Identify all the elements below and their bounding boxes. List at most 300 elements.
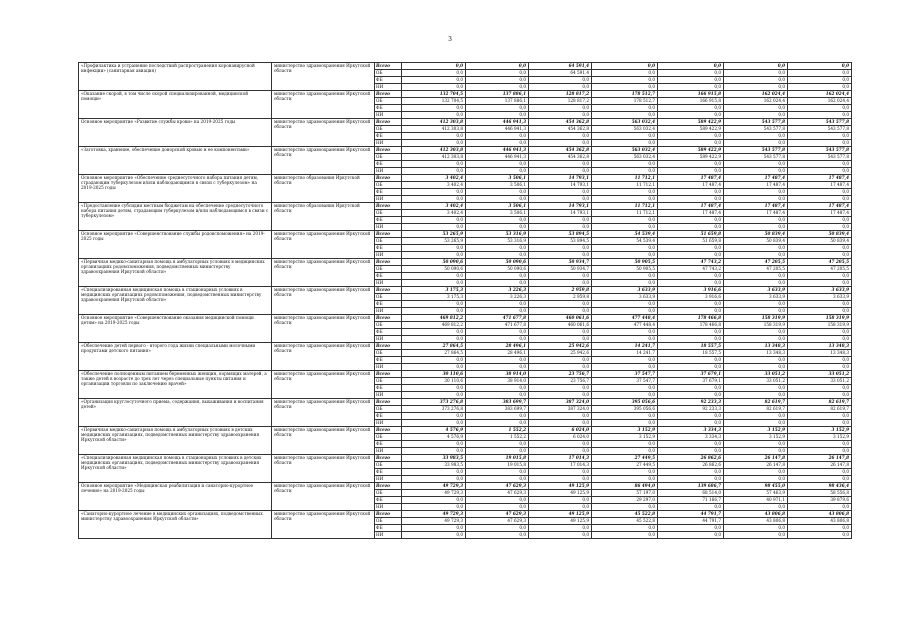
table-row xyxy=(79,371,852,378)
amount-cell: 0,0 xyxy=(402,476,466,483)
amount-cell: 0,0 xyxy=(788,448,852,455)
amount-cell: 395 056,6 xyxy=(592,406,658,413)
amount-cell: 50 905,5 xyxy=(592,266,658,273)
amount-cell: 0,0 xyxy=(788,336,852,343)
amount-cell: 0,0 xyxy=(788,385,852,392)
amount-cell: 0,0 xyxy=(529,392,592,399)
amount-cell: 0,0 xyxy=(529,161,592,168)
amount-cell: 0,0 xyxy=(788,196,852,203)
activity-name: «Предоставление субсидии местным бюджетам на обеспечение среднесуточного набора питания детям, страдающим туберкулезом и/или наблюдающимся в связи с туберкулезом» xyxy=(79,203,272,231)
amount-cell: 25 942,6 xyxy=(529,350,592,357)
amount-cell: 0,0 xyxy=(466,77,529,84)
amount-cell: 0,0 xyxy=(466,217,529,224)
table-row xyxy=(79,63,852,70)
funding-source: Всего xyxy=(375,175,402,182)
amount-cell: 0,0 xyxy=(788,532,852,539)
funding-source: ФБ xyxy=(375,469,402,476)
amount-cell: 4 576,9 xyxy=(402,427,466,434)
amount-cell: 543 577,8 xyxy=(788,119,852,126)
amount-cell: 6 024,0 xyxy=(529,434,592,441)
amount-cell: 0,0 xyxy=(402,497,466,504)
amount-cell: 0,0 xyxy=(724,336,788,343)
amount-cell: 0,0 xyxy=(402,252,466,259)
amount-cell: 29 297,0 xyxy=(592,497,658,504)
amount-cell: 0,0 xyxy=(724,77,788,84)
amount-cell: 17 014,3 xyxy=(529,462,592,469)
amount-cell: 0,0 xyxy=(466,273,529,280)
amount-cell: 0,0 xyxy=(592,70,658,77)
amount-cell: 28 496,1 xyxy=(466,343,529,350)
amount-cell: 563 032,4 xyxy=(592,147,658,154)
funding-source: ОБ xyxy=(375,294,402,301)
amount-cell: 0,0 xyxy=(658,301,724,308)
amount-cell: 0,0 xyxy=(724,476,788,483)
amount-cell: 0,0 xyxy=(658,504,724,511)
funding-source: НИ xyxy=(375,196,402,203)
amount-cell: 14 793,1 xyxy=(529,203,592,210)
funding-source: ОБ xyxy=(375,518,402,525)
amount-cell: 17 487,4 xyxy=(788,175,852,182)
activity-name: Основное мероприятие «Совершенствование оказания медицинской помощи детям» на 2019-2025 годы xyxy=(79,315,272,343)
responsible-executor: министерство здравоохранения Иркутской области xyxy=(272,399,375,427)
amount-cell: 0,0 xyxy=(788,392,852,399)
amount-cell: 0,0 xyxy=(402,161,466,168)
amount-cell: 0,0 xyxy=(529,245,592,252)
responsible-executor: министерство здравоохранения Иркутской области xyxy=(272,315,375,343)
amount-cell: 27 864,5 xyxy=(402,350,466,357)
amount-cell: 0,0 xyxy=(592,329,658,336)
table-row xyxy=(79,147,852,154)
funding-source: НИ xyxy=(375,448,402,455)
amount-cell: 0,0 xyxy=(466,385,529,392)
funding-source: НИ xyxy=(375,308,402,315)
activity-name: Основное мероприятие «Медицинская реабилитация и санаторно-курортное лечение» на 2019-2025 годы xyxy=(79,483,272,511)
amount-cell: 0,0 xyxy=(402,364,466,371)
amount-cell: 0,0 xyxy=(724,525,788,532)
amount-cell: 0,0 xyxy=(724,280,788,287)
amount-cell: 0,0 xyxy=(592,161,658,168)
amount-cell: 0,0 xyxy=(658,273,724,280)
funding-source: ОБ xyxy=(375,406,402,413)
amount-cell: 0,0 xyxy=(788,133,852,140)
amount-cell: 0,0 xyxy=(592,112,658,119)
table-row xyxy=(79,91,852,98)
amount-cell: 373 276,8 xyxy=(402,399,466,406)
amount-cell: 44 791,7 xyxy=(658,511,724,518)
amount-cell: 0,0 xyxy=(466,525,529,532)
amount-cell: 3 402,4 xyxy=(402,182,466,189)
table-row xyxy=(79,203,852,210)
amount-cell: 0,0 xyxy=(592,189,658,196)
amount-cell: 17 487,4 xyxy=(658,175,724,182)
activity-name: «Заготовка, хранение, обеспечение донорской кровью и ее компонентами» xyxy=(79,147,272,175)
amount-cell: 0,0 xyxy=(592,280,658,287)
table-row xyxy=(79,483,852,490)
amount-cell: 0,0 xyxy=(788,469,852,476)
amount-cell: 412 303,8 xyxy=(402,119,466,126)
amount-cell: 132 704,5 xyxy=(402,91,466,98)
amount-cell: 383 699,7 xyxy=(466,406,529,413)
amount-cell: 543 577,8 xyxy=(724,119,788,126)
amount-cell: 47 629,3 xyxy=(466,511,529,518)
funding-source: Всего xyxy=(375,147,402,154)
funding-source: НИ xyxy=(375,140,402,147)
amount-cell: 27 864,5 xyxy=(402,343,466,350)
amount-cell: 0,0 xyxy=(788,273,852,280)
funding-source: НИ xyxy=(375,252,402,259)
amount-cell: 13 348,3 xyxy=(788,343,852,350)
funding-source: ОБ xyxy=(375,462,402,469)
amount-cell: 0,0 xyxy=(592,63,658,70)
responsible-executor: министерство здравоохранения Иркутской области xyxy=(272,259,375,287)
funding-source: НИ xyxy=(375,168,402,175)
amount-cell: 17 487,4 xyxy=(724,210,788,217)
table-row xyxy=(79,399,852,406)
amount-cell: 0,0 xyxy=(529,252,592,259)
funding-source: НИ xyxy=(375,392,402,399)
amount-cell: 0,0 xyxy=(592,476,658,483)
amount-cell: 17 487,4 xyxy=(658,182,724,189)
amount-cell: 13 348,3 xyxy=(724,350,788,357)
funding-source: ОБ xyxy=(375,98,402,105)
amount-cell: 0,0 xyxy=(788,357,852,364)
funding-source: ФБ xyxy=(375,385,402,392)
amount-cell: 57 197,0 xyxy=(592,490,658,497)
amount-cell: 53 894,5 xyxy=(529,238,592,245)
amount-cell: 454 362,8 xyxy=(529,154,592,161)
amount-cell: 27 449,5 xyxy=(592,462,658,469)
amount-cell: 0,0 xyxy=(402,532,466,539)
amount-cell: 0,0 xyxy=(529,168,592,175)
table-row xyxy=(79,119,852,126)
amount-cell: 0,0 xyxy=(529,273,592,280)
amount-cell: 0,0 xyxy=(724,224,788,231)
amount-cell: 0,0 xyxy=(788,308,852,315)
amount-cell: 178 512,7 xyxy=(592,98,658,105)
activity-name: «Оказание скорой, в том числе скорой специализированной, медицинской помощи» xyxy=(79,91,272,119)
responsible-executor: министерство здравоохранения Иркутской области xyxy=(272,455,375,483)
amount-cell: 3 402,4 xyxy=(402,175,466,182)
amount-cell: 1 552,2 xyxy=(466,434,529,441)
funding-source: Всего xyxy=(375,483,402,490)
amount-cell: 0,0 xyxy=(466,336,529,343)
amount-cell: 50 090,6 xyxy=(466,266,529,273)
amount-cell: 45 522,8 xyxy=(592,511,658,518)
amount-cell: 50 839,4 xyxy=(788,231,852,238)
amount-cell: 0,0 xyxy=(724,196,788,203)
amount-cell: 0,0 xyxy=(592,364,658,371)
funding-source: ФБ xyxy=(375,413,402,420)
amount-cell: 0,0 xyxy=(402,280,466,287)
amount-cell: 0,0 xyxy=(724,357,788,364)
activity-name: «Специализированная медицинская помощь в стационарных условиях в медицинских организациях родовспоможения, подведомственных министерству здравоохранения Иркутской области» xyxy=(79,287,272,315)
amount-cell: 0,0 xyxy=(724,469,788,476)
amount-cell: 0,0 xyxy=(724,385,788,392)
amount-cell: 0,0 xyxy=(402,63,466,70)
amount-cell: 0,0 xyxy=(788,476,852,483)
amount-cell: 0,0 xyxy=(402,308,466,315)
amount-cell: 0,0 xyxy=(529,364,592,371)
amount-cell: 17 487,4 xyxy=(788,210,852,217)
amount-cell: 53 265,9 xyxy=(402,231,466,238)
activity-name: «Первичная медико-санитарная помощь в амбулаторных условиях в медицинских организациях родовспоможения, подведомственных министерству здравоохранения Иркутской области» xyxy=(79,259,272,287)
amount-cell: 543 577,8 xyxy=(724,147,788,154)
amount-cell: 47 205,5 xyxy=(724,259,788,266)
amount-cell: 3 506,1 xyxy=(466,210,529,217)
amount-cell: 49 729,3 xyxy=(402,518,466,525)
activity-name: «Обеспечение детей первого - второго года жизни специальными молочными продуктами детского питания» xyxy=(79,343,272,371)
amount-cell: 412 303,8 xyxy=(402,126,466,133)
funding-source: Всего xyxy=(375,399,402,406)
amount-cell: 3 152,9 xyxy=(592,434,658,441)
amount-cell: 0,0 xyxy=(788,245,852,252)
amount-cell: 17 487,4 xyxy=(724,203,788,210)
amount-cell: 0,0 xyxy=(529,476,592,483)
amount-cell: 37 547,7 xyxy=(592,378,658,385)
amount-cell: 589 422,9 xyxy=(658,126,724,133)
amount-cell: 53 265,9 xyxy=(402,238,466,245)
funding-source: Всего xyxy=(375,427,402,434)
amount-cell: 178 466,8 xyxy=(658,322,724,329)
activity-name: «Организация круглосуточного приема, содержания, выхаживания и воспитания детей» xyxy=(79,399,272,427)
amount-cell: 477 448,4 xyxy=(592,315,658,322)
amount-cell: 13 348,3 xyxy=(788,350,852,357)
amount-cell: 0,0 xyxy=(658,392,724,399)
funding-source: ОБ xyxy=(375,322,402,329)
amount-cell: 0,0 xyxy=(592,105,658,112)
amount-cell: 0,0 xyxy=(788,441,852,448)
amount-cell: 0,0 xyxy=(658,161,724,168)
amount-cell: 0,0 xyxy=(658,77,724,84)
amount-cell: 454 362,8 xyxy=(529,126,592,133)
responsible-executor: министерство здравоохранения Иркутской области xyxy=(272,119,375,147)
amount-cell: 3 633,9 xyxy=(788,287,852,294)
amount-cell: 38 914,0 xyxy=(466,371,529,378)
funding-source: НИ xyxy=(375,364,402,371)
amount-cell: 0,0 xyxy=(402,413,466,420)
amount-cell: 43 806,8 xyxy=(788,511,852,518)
funding-source: ФБ xyxy=(375,161,402,168)
amount-cell: 0,0 xyxy=(724,168,788,175)
responsible-executor: министерство здравоохранения Иркутской области xyxy=(272,287,375,315)
amount-cell: 0,0 xyxy=(592,224,658,231)
amount-cell: 543 577,8 xyxy=(788,154,852,161)
amount-cell: 0,0 xyxy=(724,420,788,427)
amount-cell: 0,0 xyxy=(592,385,658,392)
amount-cell: 0,0 xyxy=(658,70,724,77)
page-number: 3 xyxy=(448,36,452,43)
funding-source: ФБ xyxy=(375,189,402,196)
amount-cell: 0,0 xyxy=(529,357,592,364)
amount-cell: 0,0 xyxy=(529,329,592,336)
amount-cell: 0,0 xyxy=(402,357,466,364)
funding-source: НИ xyxy=(375,224,402,231)
amount-cell: 0,0 xyxy=(402,336,466,343)
amount-cell: 0,0 xyxy=(724,84,788,91)
amount-cell: 0,0 xyxy=(529,532,592,539)
amount-cell: 92 233,3 xyxy=(658,399,724,406)
amount-cell: 589 422,9 xyxy=(658,154,724,161)
funding-source: ФБ xyxy=(375,301,402,308)
amount-cell: 0,0 xyxy=(402,196,466,203)
amount-cell: 0,0 xyxy=(724,273,788,280)
amount-cell: 0,0 xyxy=(724,189,788,196)
amount-cell: 3 226,3 xyxy=(466,287,529,294)
amount-cell: 0,0 xyxy=(592,84,658,91)
amount-cell: 49 125,9 xyxy=(529,483,592,490)
budget-table xyxy=(78,62,852,539)
funding-source: ОБ xyxy=(375,70,402,77)
amount-cell: 26 862,6 xyxy=(658,462,724,469)
amount-cell: 17 487,4 xyxy=(724,182,788,189)
amount-cell: 0,0 xyxy=(529,112,592,119)
amount-cell: 92 233,3 xyxy=(658,406,724,413)
amount-cell: 0,0 xyxy=(788,189,852,196)
amount-cell: 446 941,3 xyxy=(466,126,529,133)
amount-cell: 26 862,6 xyxy=(658,455,724,462)
responsible-executor: министерство здравоохранения Иркутской области xyxy=(272,343,375,371)
amount-cell: 0,0 xyxy=(724,140,788,147)
amount-cell: 0,0 xyxy=(466,245,529,252)
amount-cell: 33 983,5 xyxy=(402,462,466,469)
amount-cell: 139 686,7 xyxy=(658,483,724,490)
amount-cell: 0,0 xyxy=(402,217,466,224)
amount-cell: 3 175,3 xyxy=(402,294,466,301)
amount-cell: 0,0 xyxy=(724,308,788,315)
amount-cell: 11 712,1 xyxy=(592,210,658,217)
amount-cell: 82 619,7 xyxy=(788,406,852,413)
amount-cell: 0,0 xyxy=(466,280,529,287)
funding-source: ФБ xyxy=(375,525,402,532)
amount-cell: 0,0 xyxy=(592,336,658,343)
amount-cell: 0,0 xyxy=(658,189,724,196)
amount-cell: 395 056,6 xyxy=(592,399,658,406)
amount-cell: 0,0 xyxy=(402,420,466,427)
activity-name: Основное мероприятие «Развитие службы крови» на 2019-2025 годы xyxy=(79,119,272,147)
funding-source: Всего xyxy=(375,91,402,98)
amount-cell: 49 729,3 xyxy=(402,511,466,518)
amount-cell: 0,0 xyxy=(466,140,529,147)
amount-cell: 0,0 xyxy=(658,413,724,420)
amount-cell: 137 886,1 xyxy=(466,91,529,98)
amount-cell: 387 324,0 xyxy=(529,399,592,406)
amount-cell: 53 894,5 xyxy=(529,231,592,238)
amount-cell: 158 319,9 xyxy=(788,315,852,322)
amount-cell: 3 633,9 xyxy=(592,287,658,294)
activity-name: «Санаторно-курортное лечение в медицинских организациях, подведомственных министерству здравоохранения Иркутской области» xyxy=(79,511,272,539)
amount-cell: 0,0 xyxy=(529,504,592,511)
amount-cell: 0,0 xyxy=(529,441,592,448)
amount-cell: 178 512,7 xyxy=(592,91,658,98)
amount-cell: 0,0 xyxy=(402,469,466,476)
amount-cell: 0,0 xyxy=(658,224,724,231)
responsible-executor: министерство здравоохранения Иркутской области xyxy=(272,371,375,399)
amount-cell: 0,0 xyxy=(724,245,788,252)
amount-cell: 43 806,8 xyxy=(724,511,788,518)
amount-cell: 0,0 xyxy=(529,497,592,504)
amount-cell: 0,0 xyxy=(402,140,466,147)
amount-cell: 0,0 xyxy=(658,245,724,252)
amount-cell: 33 051,2 xyxy=(724,378,788,385)
amount-cell: 0,0 xyxy=(658,84,724,91)
amount-cell: 26 147,8 xyxy=(724,462,788,469)
amount-cell: 0,0 xyxy=(592,504,658,511)
amount-cell: 0,0 xyxy=(466,441,529,448)
amount-cell: 0,0 xyxy=(724,70,788,77)
amount-cell: 3 334,3 xyxy=(658,427,724,434)
amount-cell: 26 147,8 xyxy=(724,455,788,462)
amount-cell: 0,0 xyxy=(402,105,466,112)
amount-cell: 162 024,4 xyxy=(788,98,852,105)
amount-cell: 45 522,8 xyxy=(592,518,658,525)
funding-source: ОБ xyxy=(375,182,402,189)
responsible-executor: министерство здравоохранения Иркутской области xyxy=(272,147,375,175)
amount-cell: 18 557,5 xyxy=(658,343,724,350)
amount-cell: 17 487,4 xyxy=(658,203,724,210)
amount-cell: 49 729,3 xyxy=(402,490,466,497)
funding-source: ОБ xyxy=(375,490,402,497)
responsible-executor: министерство здравоохранения Иркутской области xyxy=(272,91,375,119)
amount-cell: 3 152,9 xyxy=(788,434,852,441)
table-row xyxy=(79,315,852,322)
amount-cell: 0,0 xyxy=(529,336,592,343)
amount-cell: 43 806,8 xyxy=(724,518,788,525)
amount-cell: 0,0 xyxy=(529,140,592,147)
amount-cell: 0,0 xyxy=(658,532,724,539)
amount-cell: 0,0 xyxy=(466,161,529,168)
amount-cell: 128 817,2 xyxy=(529,98,592,105)
amount-cell: 50 839,4 xyxy=(724,231,788,238)
amount-cell: 0,0 xyxy=(466,112,529,119)
table-row xyxy=(79,455,852,462)
amount-cell: 0,0 xyxy=(658,336,724,343)
amount-cell: 28 496,1 xyxy=(466,350,529,357)
amount-cell: 0,0 xyxy=(788,329,852,336)
amount-cell: 3 175,3 xyxy=(402,287,466,294)
activity-name: «Первичная медико-санитарная помощь в амбулаторных условиях в детских медицинских организациях, подведомственных министерству здравоохранения Иркутской области» xyxy=(79,427,272,455)
amount-cell: 0,0 xyxy=(402,385,466,392)
amount-cell: 50 090,6 xyxy=(466,259,529,266)
amount-cell: 4 576,9 xyxy=(402,434,466,441)
responsible-executor: министерство здравоохранения Иркутской области xyxy=(272,483,375,511)
amount-cell: 158 319,9 xyxy=(724,315,788,322)
amount-cell: 0,0 xyxy=(466,308,529,315)
amount-cell: 3 633,9 xyxy=(592,294,658,301)
funding-source: ФБ xyxy=(375,245,402,252)
amount-cell: 50 090,6 xyxy=(402,266,466,273)
amount-cell: 0,0 xyxy=(658,63,724,70)
amount-cell: 17 487,4 xyxy=(658,210,724,217)
amount-cell: 0,0 xyxy=(466,301,529,308)
amount-cell: 47 629,3 xyxy=(466,490,529,497)
amount-cell: 563 032,4 xyxy=(592,119,658,126)
amount-cell: 18 557,5 xyxy=(658,350,724,357)
amount-cell: 50 934,7 xyxy=(529,259,592,266)
amount-cell: 563 032,4 xyxy=(592,126,658,133)
amount-cell: 0,0 xyxy=(592,441,658,448)
amount-cell: 11 712,1 xyxy=(592,175,658,182)
amount-cell: 0,0 xyxy=(788,217,852,224)
amount-cell: 589 422,9 xyxy=(658,119,724,126)
amount-cell: 0,0 xyxy=(724,112,788,119)
funding-source: ФБ xyxy=(375,441,402,448)
amount-cell: 17 487,4 xyxy=(788,182,852,189)
amount-cell: 0,0 xyxy=(788,364,852,371)
amount-cell: 0,0 xyxy=(592,413,658,420)
funding-source: ОБ xyxy=(375,154,402,161)
amount-cell: 64 591,4 xyxy=(529,70,592,77)
amount-cell: 0,0 xyxy=(529,84,592,91)
